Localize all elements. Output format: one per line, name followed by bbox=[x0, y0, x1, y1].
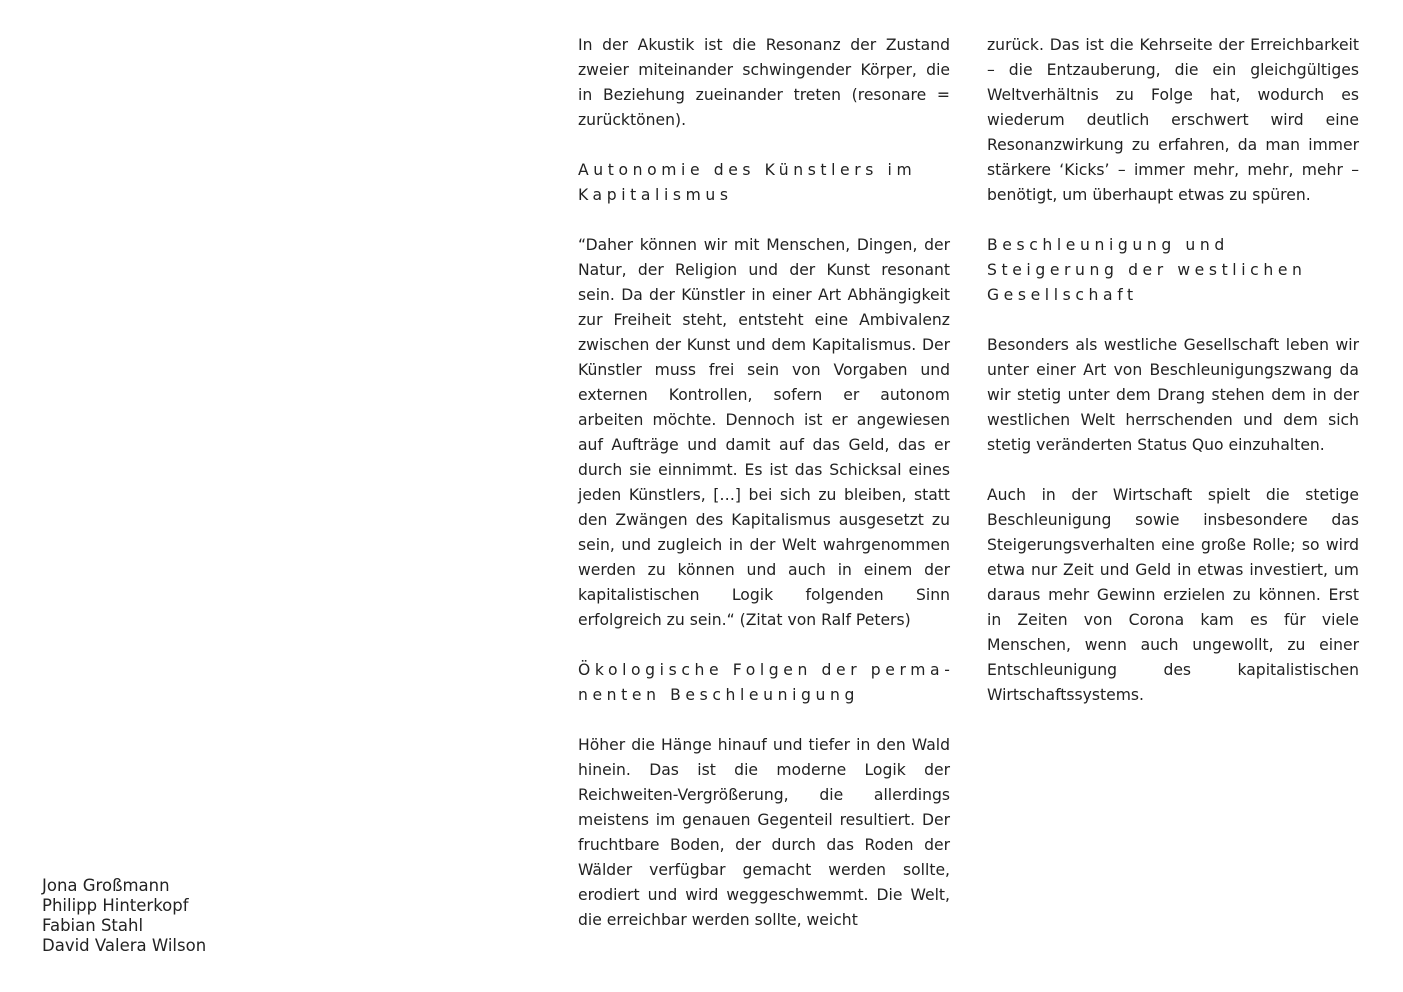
right-column bbox=[987, 33, 1359, 733]
section-heading-oekologie: Ökologische Folgen der permanenten Beschleunigung bbox=[578, 661, 950, 704]
quote-paragraph: “Daher können wir mit Menschen, Dingen, der Natur, der Religion und der Kunst resonant sein. Da der Künstler in einer Art Abhängigkeit zur Freiheit steht, entsteht eine Ambivalenz zwischen der Kunst und dem Kapitalismus. Der Künstler muss frei sein von Vorgaben und externen Kontrollen, sofern er autonom arbeiten möchte. Dennoch ist er angewiesen auf Aufträge und damit auf das Geld, das er durch sie einnimmt. Es ist das Schicksal eines jeden Künstlers, […] bei sich zu bleiben, statt den Zwängen des Kapitalismus ausgesetzt zu sein, und zugleich in der Welt wahrgenommen werden zu können und auch in einem der kapitalistischen Logik folgenden Sinn erfolgreich zu sein.“ (Zitat von Ralf Peters) bbox=[578, 236, 950, 629]
middle-column bbox=[578, 33, 950, 958]
author-name: Jona Großmann bbox=[42, 876, 170, 895]
section-heading-autonomie: Autonomie des Künstlers im Kapitalismus bbox=[578, 161, 917, 204]
wirtschaft-paragraph: Auch in der Wirtschaft spielt die stetige Beschleunigung sowie insbesondere das Steigerungsverhalten eine große Rolle; so wird etwa nur Zeit und Geld in etwas investiert, um daraus mehr Gewinn erzielen zu können. Erst in Zeiten von Corona kam es für viele Menschen, wenn auch ungewollt, zu einer Entschleunigung des kapitalistischen Wirtschaftssystems. bbox=[987, 486, 1359, 704]
continuation-paragraph: zurück. Das ist die Kehrseite der Erreichbarkeit – die Entzauberung, die ein gleichgültiges Weltverhältnis zu Folge hat, wodurch es wiederum deutlich erschwert wird eine Resonanzwirkung zu erfahren, da man immer stärkere ‘Kicks’ – immer mehr, mehr, mehr – benötigt, um überhaupt etwas zu spüren. bbox=[987, 36, 1359, 204]
author-list bbox=[42, 876, 206, 956]
beschleunigung-paragraph: Besonders als westliche Gesellschaft leben wir unter einer Art von Beschleunigungszwang da wir stetig unter dem Drang stehen dem in der westlichen Welt herrschenden und dem sich stetig veränderten Status Quo einzuhalten. bbox=[987, 336, 1359, 454]
author-name: Fabian Stahl bbox=[42, 916, 144, 935]
author-name: David Valera Wilson bbox=[42, 936, 207, 955]
author-name: Philipp Hinterkopf bbox=[42, 896, 189, 915]
oekologie-paragraph: Höher die Hänge hinauf und tiefer in den Wald hinein. Das ist die moderne Logik der Reichweiten-Vergrößerung, die allerdings meistens im genauen Gegenteil resultiert. Der fruchtbare Boden, der durch das Roden der Wälder verfügbar gemacht werden sollte, erodiert und wird weggeschwemmt. Die Welt, die erreichbar werden sollte, weicht bbox=[578, 736, 950, 929]
intro-paragraph: In der Akustik ist die Resonanz der Zustand zweier miteinander schwingender Körper, die in Beziehung zueinander treten (resonare = zurücktönen). bbox=[578, 36, 950, 129]
section-heading-beschleunigung: Beschleunigung und Steigerung der westlichen Gesellschaft bbox=[987, 236, 1307, 304]
